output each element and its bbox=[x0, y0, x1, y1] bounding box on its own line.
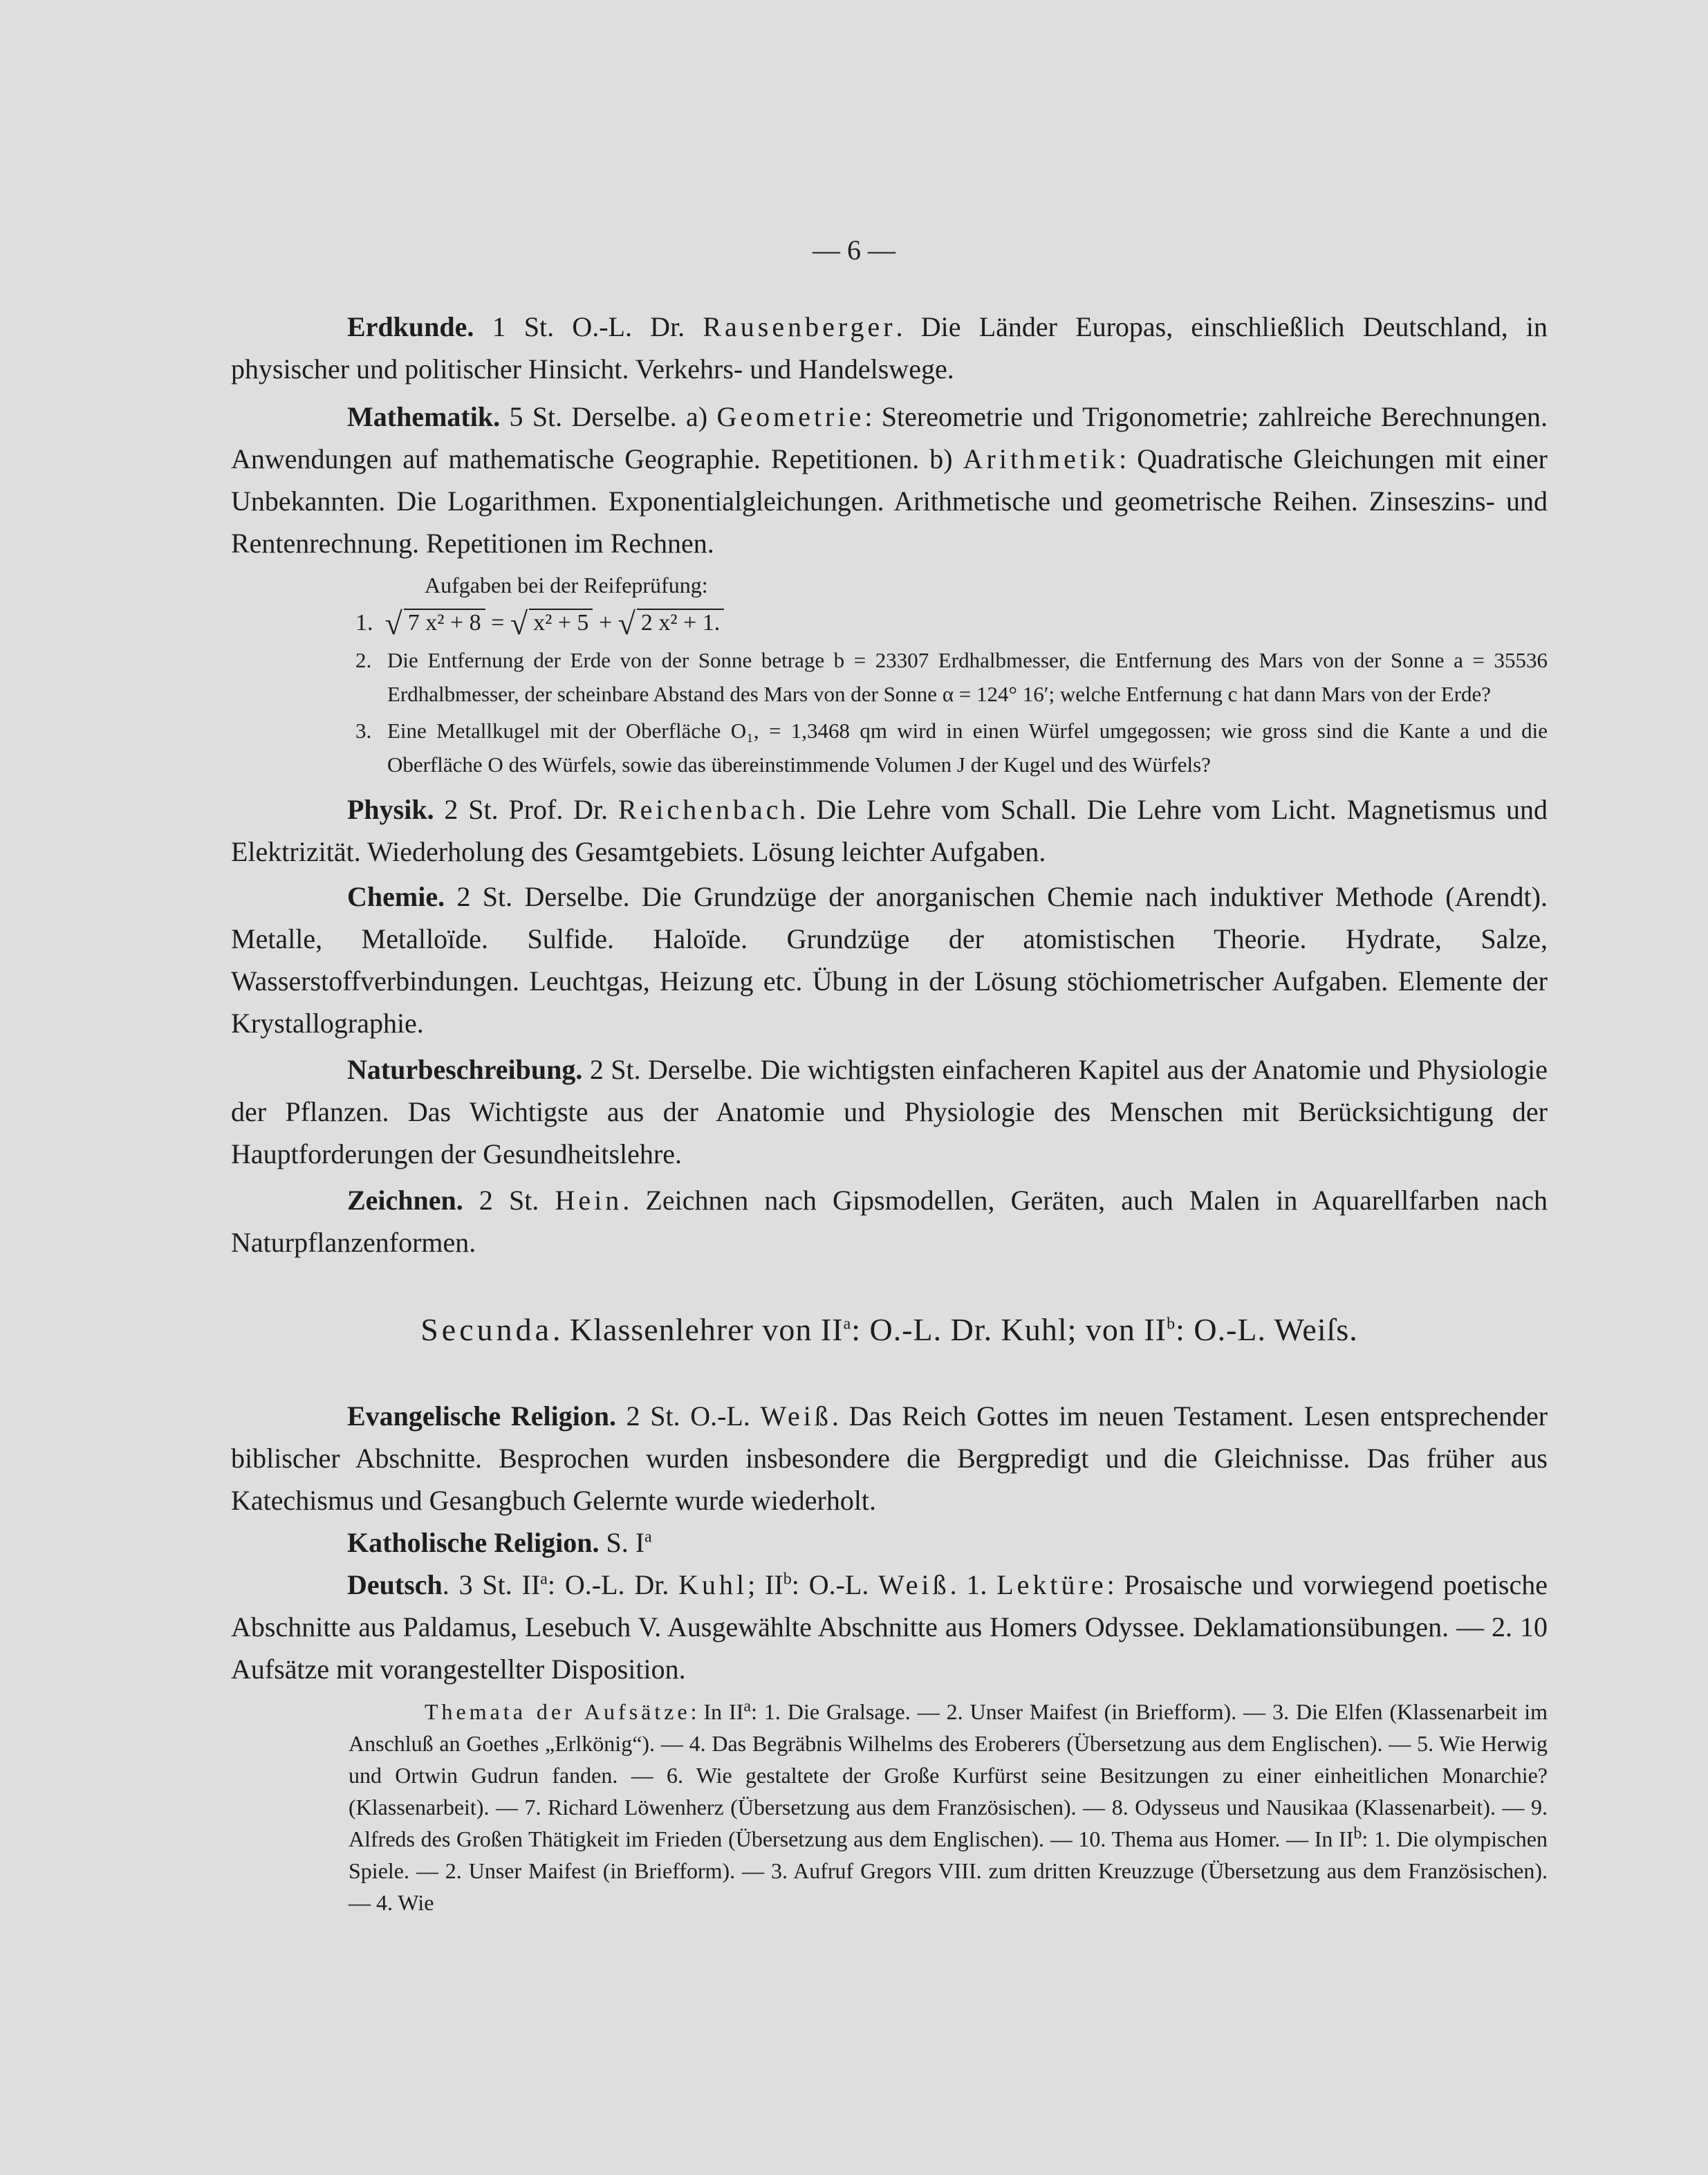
task-2: 2. Die Entfernung der Erde von der Sonne betrage b = 23307 Erdhalbmesser, die Entfernung des Mars von der Sonne a = 35536 Erdhalbmesser, der scheinbare Abstand des Mars von der Sonne α = 124° 16′; welche Entfernung c hat dann Mars von der Erde? bbox=[355, 648, 1548, 706]
erdkunde-teacher: Rausenberger bbox=[703, 311, 896, 342]
root-icon: √ bbox=[618, 606, 635, 641]
chemie-heading: Chemie. bbox=[347, 881, 445, 912]
section-ev-religion: Evangelische Religion. 2 St. O.-L. Weiß. Das Reich Gottes im neuen Testament. Lesen entsprechender biblischer Abschnitte. Besprochen wurden insbesondere die Bergpredigt und die Gleichnisse. Das früher aus Katechismus und Gesangbuch Gelernte wurde wiederholt. bbox=[231, 1400, 1548, 1516]
mathematik-heading: Mathematik. bbox=[347, 401, 501, 432]
task-3: 3. Eine Metallkugel mit der Oberfläche O₁, = 1,3468 qm wird in einen Würfel umgegossen; wie gross sind die Kante a und die Oberfläche O des Würfels, sowie das übereinstimmende Volumen J der Kugel und des Würfels? bbox=[355, 719, 1548, 777]
section-erdkunde: Erdkunde. 1 St. O.-L. Dr. Rausenberger. Die Länder Europas, einschließlich Deutschland, in physischer und politischer Hinsicht. Verkehrs- und Handelswege. bbox=[231, 311, 1548, 385]
root-icon: √ bbox=[384, 606, 402, 641]
deutsch-heading: Deutsch bbox=[347, 1569, 443, 1600]
task-1: 1. √ 7 x² + 8 = √ x² + 5 + √ 2 x² + 1. bbox=[231, 602, 1548, 640]
section-physik: Physik. 2 St. Prof. Dr. Reichenbach. Die Lehre vom Schall. Die Lehre vom Licht. Magnetismus und Elektrizität. Wiederholung des Gesamtgebiets. Lösung leichter Aufgaben. bbox=[231, 794, 1548, 867]
section-chemie: Chemie. 2 St. Derselbe. Die Grundzüge der anorganischen Chemie nach induktiver Methode (Arendt). Metalle, Metalloïde. Sulfide. Haloïde. Grundzüge der atomistischen Theorie. Hydrate, Salze, Wasserstoffverbindungen. Leuchtgas, Heizung etc. Übung in der Lösung stöchiometrischer Aufgaben. Elemente der Krystallographie. bbox=[231, 881, 1548, 1039]
themata-list: Themata der Aufsätze: In $II^a$: 1. Die Gralsage. — 2. Unser Maifest (in Briefform). — 3. Die Elfen (Klassenarbeit im Anschluß an Goethes „Erlkönig“). — 4. Das Begräbnis Wilhelms des Eroberers (Übersetzung aus dem Englischen). — 5. Wie Herwig und Ortwin Gudrun fanden. — 6. Wie gestaltete der Große Kurfürst seine Besitzungen zu einer einheitlichen Monarchie? (Klassenarbeit). — 7. Richard Löwenherz (Übersetzung aus dem Französischen). — 8. Odysseus und Nausikaa (Klassenarbeit). — 9. Alfreds des Großen Thätigkeit im Frieden (Übersetzung aus dem Englischen). — 10. Thema aus Homer. — In $II^b$: 1. Die olympischen Spiele. — 2. Unser Maifest (in Briefform). — 3. Aufruf Gregors VIII. zum dritten Kreuzzuge (Übersetzung aus dem Französischen). — 4. Wie bbox=[349, 1697, 1548, 1915]
physik-heading: Physik. bbox=[347, 794, 434, 825]
secunda-heading: Secunda. Klassenlehrer von $II^a$: O.-L. Dr. Kuhl; von $II^b$: O.-L. Weiſs. bbox=[420, 1312, 1358, 1347]
section-kath-religion: Katholische Religion. S. $I^a$ bbox=[347, 1527, 652, 1558]
section-mathematik: Mathematik. 5 St. Derselbe. a) Geometrie: Stereometrie und Trigonometrie; zahlreiche Berechnungen. Anwendungen auf mathematische Geographie. Repetitionen. b) Arithmetik: Quadratische Gleichungen mit einer Unbekannten. Die Logarithmen. Exponentialgleichungen. Arithmetische und geometrische Reihen. Zinseszins- und Rentenrechnung. Repetitionen im Rechnen. bbox=[231, 401, 1548, 559]
main-content bbox=[231, 306, 1548, 1918]
aufgaben-title: Aufgaben bei der Reifeprüfung: bbox=[425, 573, 708, 598]
section-zeichnen: Zeichnen. 2 St. Hein. Zeichnen nach Gipsmodellen, Geräten, auch Malen in Aquarellfarben nach Naturpflanzenformen. bbox=[231, 1185, 1548, 1258]
ev-religion-heading: Evangelische Religion. bbox=[347, 1400, 617, 1432]
erdkunde-heading: Erdkunde. bbox=[347, 311, 474, 342]
kath-religion-heading: Katholische Religion. bbox=[347, 1527, 600, 1558]
zeichnen-heading: Zeichnen. bbox=[347, 1185, 463, 1216]
section-naturbeschreibung: Naturbeschreibung. 2 St. Derselbe. Die wichtigsten einfacheren Kapitel aus der Anatomie und Physiologie der Pflanzen. Das Wichtigste aus der Anatomie und Physiologie des Menschen mit Berücksichtigung der Hauptforderungen der Gesundheitslehre. bbox=[231, 1054, 1548, 1169]
root-icon: √ bbox=[510, 606, 528, 641]
page-number: — 6 — bbox=[813, 234, 895, 266]
section-deutsch: Deutsch. 3 St. $II^a$: O.-L. Dr. Kuhl; $II^b$: O.-L. Weiß. 1. Lektüre: Prosaische und vorwiegend poetische Abschnitte aus Paldamus, Lesebuch V. Ausgewählte Abschnitte aus Homers Odyssee. Deklamationsübungen. — 2. 10 Aufsätze mit vorangestellter Disposition. bbox=[231, 1569, 1548, 1685]
naturbeschreibung-heading: Naturbeschreibung. bbox=[347, 1054, 583, 1085]
